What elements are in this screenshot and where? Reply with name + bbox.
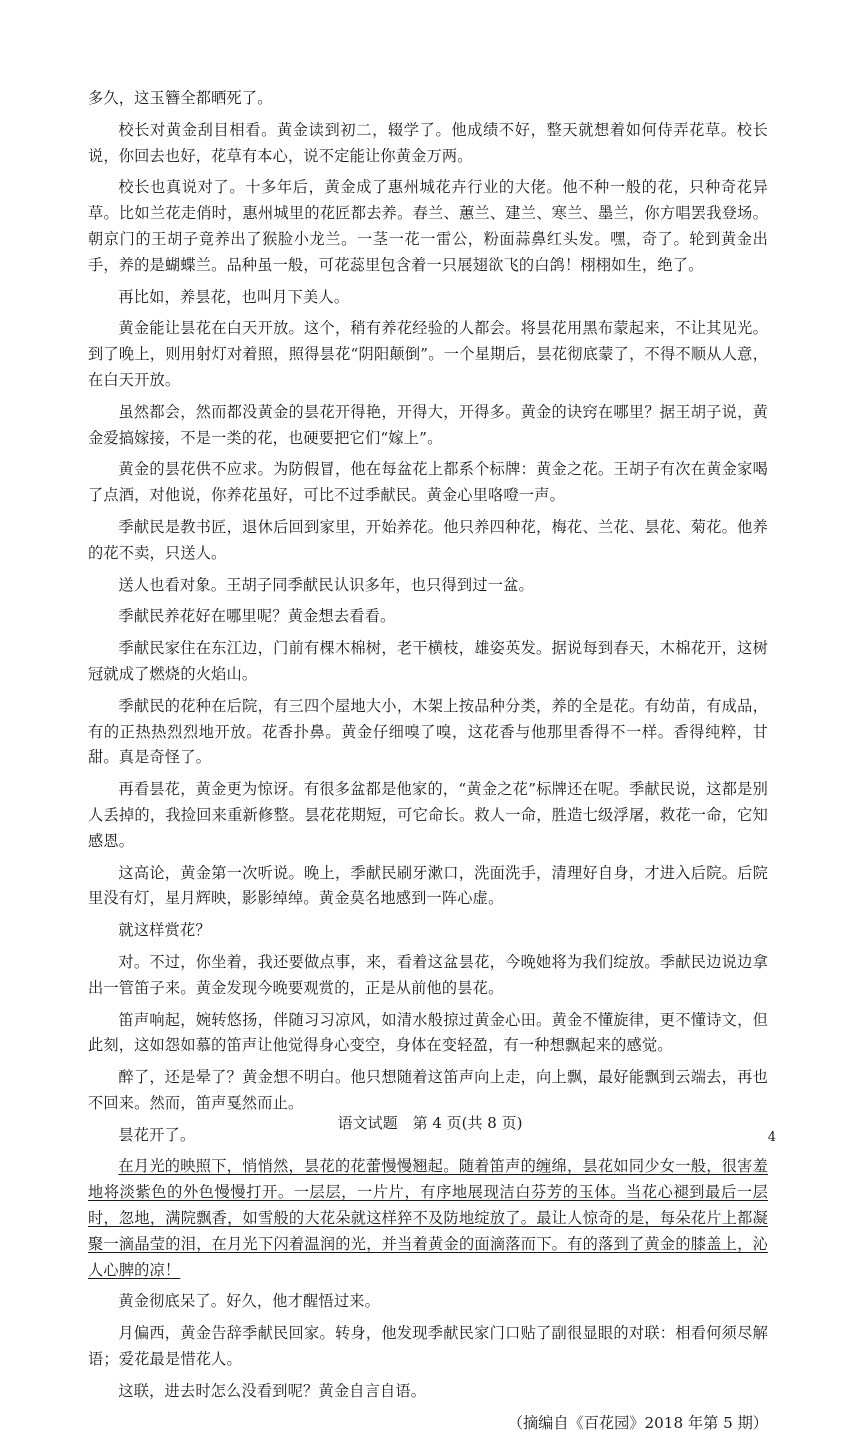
paragraph: 虽然都会，然而都没黄金的昙花开得艳，开得大，开得多。黄金的诀窍在哪里？据王胡子说，黄金爱搞嫁接，不是一类的花，也硬要把它们“嫁上”。: [88, 402, 768, 447]
paragraph: 月偏西，黄金告辞季献民回家。转身，他发现季献民家门口贴了副很显眼的对联：相看何须尽解语；爱花最是惜花人。: [88, 1324, 768, 1369]
paragraph: 昙花开了。: [118, 1125, 196, 1144]
paragraph: 就这样赏花？: [118, 921, 211, 940]
paragraph: 季献民是教书匠，退休后回到家里，开始养花。他只养四种花，梅花、兰花、昙花、菊花。他养的花不卖，只送人。: [88, 517, 768, 562]
paragraph: 再看昙花，黄金更为惊讶。有很多盆都是他家的，“黄金之花”标牌还在呢。季献民说，这都是别人丢掉的，我捡回来重新修整。昙花花期短，可它命长。救人一命，胜造七级浮屠，救花一命，它知感恩。: [88, 780, 768, 850]
paragraph: 黄金能让昙花在白天开放。这个，稍有养花经验的人都会。将昙花用黑布蒙起来，不让其见光。到了晚上，则用射灯对着照，照得昙花“阴阳颠倒”。一个星期后，昙花彻底蒙了，不得不顺从人意，在白天开放。: [88, 319, 768, 389]
paragraph: 这联，进去时怎么没看到呢？黄金自言自语。: [118, 1381, 427, 1400]
paragraph: 季献民家住在东江边，门前有棵木棉树，老干横枝，雄姿英发。据说每到春天，木棉花开，这树冠就成了燃烧的火焰山。: [88, 639, 768, 683]
paragraph: 季献民养花好在哪里呢？黄金想去看看。: [118, 607, 396, 626]
article-body: [88, 86, 768, 1436]
paragraph: 这高论，黄金第一次听说。晚上，季献民刷牙漱口，洗面洗手，清理好自身，才进入后院。后院里没有灯，星月辉映，影影绰绰。黄金莫名地感到一阵心虚。: [88, 863, 768, 908]
paragraph: 笛声响起，婉转悠扬，伴随习习凉风，如清水般掠过黄金心田。黄金不懂旋律，更不懂诗文，但此刻，这如怨如慕的笛声让他觉得身心变空，身体在变轻盈，有一种想飘起来的感觉。: [88, 1010, 768, 1055]
paragraph: 对。不过，你坐着，我还要做点事，来，看着这盆昙花，今晚她将为我们绽放。季献民边说边拿出一管笛子来。黄金发现今晚要观赏的，正是从前他的昙花。: [88, 952, 768, 997]
paragraph: 醉了，还是晕了？黄金想不明白。他只想随着这笛声向上走，向上飘，最好能飘到云端去，再也不回来。然而，笛声戛然而止。: [88, 1068, 768, 1112]
paragraph: 季献民的花种在后院，有三四个屋地大小，木架上按品种分类，养的全是花。有幼苗，有成品，有的正热热烈烈地开放。花香扑鼻。黄金仔细嗅了嗅，这花香与他那里香得不一样。香得纯粹，甘甜。真是奇怪了。: [88, 696, 768, 767]
paragraph: 黄金的昙花供不应求。为防假冒，他在每盆花上都系个标牌：黄金之花。王胡子有次在黄金家喝了点酒，对他说，你养花虽好，可比不过季献民。黄金心里咯噔一声。: [88, 460, 768, 505]
page-footer: 语文试题 第 4 页(共 8 页): [337, 1114, 523, 1132]
paragraph: 再比如，养昙花，也叫月下美人。: [118, 287, 350, 306]
paragraph: 校长对黄金刮目相看。黄金读到初二，辍学了。他成绩不好，整天就想着如何侍弄花草。校长说，你回去也好，花草有本心，说不定能让你黄金万两。: [88, 120, 768, 165]
paragraph: 黄金彻底呆了。好久，他才醒悟过来。: [118, 1292, 380, 1311]
paragraph: 多久，这玉簪全都晒死了。: [88, 89, 273, 107]
paragraph: 校长也真说对了。十多年后，黄金成了惠州城花卉行业的大佬。他不种一般的花，只种奇花异草。比如兰花走俏时，惠州城里的花匠都去养。春兰、蕙兰、建兰、寒兰、墨兰，你方唱罢我登场。朝京门的王胡子竟养出了猴脸小龙兰。一茎一花一雷公，粉面蒜鼻红头发。嘿，奇了。轮到黄金出手，养的是蝴蝶兰。品种虽一般，可花蕊里包含着一只展翅欲飞的白鸽！栩栩如生，绝了。: [88, 178, 768, 274]
source-citation: （摘编自《百花园》2018 年第 5 期）: [507, 1413, 768, 1432]
paragraph: 送人也看对象。王胡子同季献民认识多年，也只得到过一盆。: [118, 575, 534, 594]
underlined-passage: 在月光的映照下，悄悄然，昙花的花蕾慢慢翘起。随着笛声的缠绵，昙花如同少女一般，很害羞地将淡紫色的外色慢慢打开。一层层，一片片，有序地展现洁白芬芳的玉体。当花心褪到最后一层时，忽地，满院飘香，如雪般的大花朵就这样猝不及防地绽放了。最让人惊奇的是，每朵花片上都凝聚一滴晶莹的泪，在月光下闪着温润的光，并当着黄金的面滴落而下。有的落到了黄金的膝盖上，沁人心脾的凉！: [88, 1157, 768, 1279]
page-number: 4: [767, 1130, 776, 1145]
